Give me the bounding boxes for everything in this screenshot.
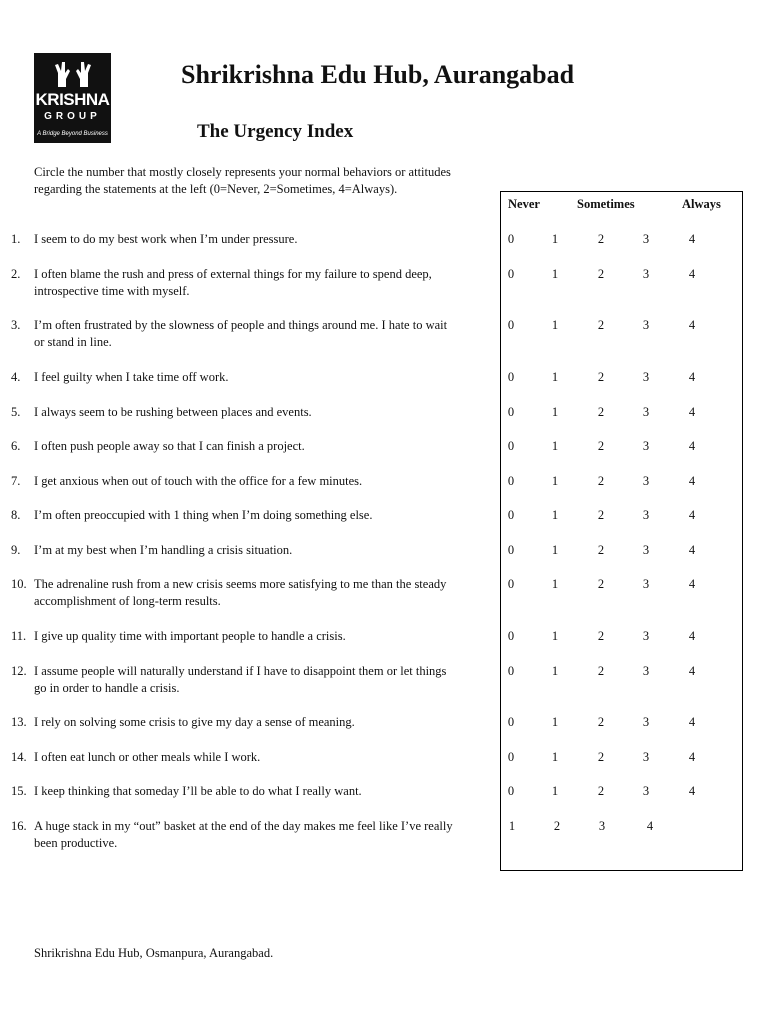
rating-option[interactable]: 3 bbox=[642, 318, 650, 332]
logo-group: GROUP bbox=[44, 111, 101, 122]
rating-option[interactable]: 1 bbox=[551, 405, 559, 419]
rating-option[interactable]: 0 bbox=[507, 543, 515, 557]
rating-option[interactable]: 1 bbox=[551, 267, 559, 281]
rating-option[interactable]: 1 bbox=[551, 784, 559, 798]
rating-option[interactable]: 3 bbox=[642, 664, 650, 678]
rating-option[interactable]: 2 bbox=[597, 508, 605, 522]
logo-tagline: A Bridge Beyond Business bbox=[37, 131, 108, 137]
question-text: I assume people will naturally understand if I have to disappoint them or let things go in order to handle a crisis. bbox=[34, 664, 447, 695]
rating-option[interactable]: 1 bbox=[551, 715, 559, 729]
scale-header-never: Never bbox=[508, 197, 540, 211]
rating-option[interactable]: 2 bbox=[597, 474, 605, 488]
rating-option[interactable]: 4 bbox=[646, 819, 654, 833]
question-number: 2. bbox=[11, 267, 21, 281]
rating-option[interactable]: 1 bbox=[551, 439, 559, 453]
rating-option[interactable]: 2 bbox=[553, 819, 561, 833]
question-text: I often push people away so that I can finish a project. bbox=[34, 439, 305, 453]
rating-option[interactable]: 4 bbox=[688, 318, 696, 332]
rating-option[interactable]: 3 bbox=[598, 819, 606, 833]
rating-option[interactable]: 0 bbox=[507, 370, 515, 384]
hands-emblem-icon bbox=[52, 59, 94, 89]
rating-option[interactable]: 1 bbox=[551, 750, 559, 764]
question-text: I always seem to be rushing between places and events. bbox=[34, 405, 312, 419]
question-number: 9. bbox=[11, 543, 21, 557]
question-number: 1. bbox=[11, 232, 21, 246]
rating-option[interactable]: 2 bbox=[597, 664, 605, 678]
question-text: A huge stack in my “out” basket at the end of the day makes me feel like I’ve really been productive. bbox=[34, 819, 453, 850]
rating-option[interactable]: 3 bbox=[642, 474, 650, 488]
rating-option[interactable]: 3 bbox=[642, 439, 650, 453]
rating-option[interactable]: 1 bbox=[508, 819, 516, 833]
question-number: 7. bbox=[11, 474, 21, 488]
rating-option[interactable]: 1 bbox=[551, 664, 559, 678]
question-number: 4. bbox=[11, 370, 21, 384]
rating-option[interactable]: 4 bbox=[688, 370, 696, 384]
scale-header-always: Always bbox=[682, 197, 721, 211]
rating-option[interactable]: 1 bbox=[551, 577, 559, 591]
question-number: 11. bbox=[11, 629, 27, 643]
logo-name: KRISHNA bbox=[35, 90, 110, 109]
rating-option[interactable]: 3 bbox=[642, 508, 650, 522]
rating-option[interactable]: 2 bbox=[597, 439, 605, 453]
rating-option[interactable]: 2 bbox=[597, 715, 605, 729]
rating-option[interactable]: 4 bbox=[688, 577, 696, 591]
rating-option[interactable]: 2 bbox=[597, 370, 605, 384]
question-text: I seem to do my best work when I’m under pressure. bbox=[34, 232, 298, 246]
question-text: I often eat lunch or other meals while I work. bbox=[34, 750, 261, 764]
rating-option[interactable]: 0 bbox=[507, 664, 515, 678]
page-subtitle: The Urgency Index bbox=[197, 121, 354, 142]
rating-option[interactable]: 3 bbox=[642, 577, 650, 591]
question-number: 15. bbox=[11, 784, 27, 798]
rating-option[interactable]: 3 bbox=[642, 715, 650, 729]
answer-box bbox=[500, 191, 743, 871]
question-text: I’m often preoccupied with 1 thing when I’m doing something else. bbox=[34, 508, 373, 522]
rating-option[interactable]: 2 bbox=[597, 318, 605, 332]
rating-option[interactable]: 1 bbox=[551, 232, 559, 246]
rating-option[interactable]: 1 bbox=[551, 318, 559, 332]
rating-option[interactable]: 4 bbox=[688, 232, 696, 246]
rating-option[interactable]: 0 bbox=[507, 577, 515, 591]
rating-option[interactable]: 4 bbox=[688, 439, 696, 453]
rating-option[interactable]: 3 bbox=[642, 629, 650, 643]
rating-option[interactable]: 2 bbox=[597, 577, 605, 591]
question-number: 10. bbox=[11, 577, 27, 591]
rating-option[interactable]: 2 bbox=[597, 405, 605, 419]
rating-option[interactable]: 3 bbox=[642, 267, 650, 281]
rating-option[interactable]: 2 bbox=[597, 750, 605, 764]
rating-option[interactable]: 0 bbox=[507, 474, 515, 488]
rating-option[interactable]: 4 bbox=[688, 543, 696, 557]
rating-option[interactable]: 3 bbox=[642, 370, 650, 384]
question-number: 16. bbox=[11, 819, 27, 833]
rating-option[interactable]: 0 bbox=[507, 508, 515, 522]
question-text: I get anxious when out of touch with the office for a few minutes. bbox=[34, 474, 363, 488]
question-number: 6. bbox=[11, 439, 21, 453]
question-number: 12. bbox=[11, 664, 27, 678]
question-text: The adrenaline rush from a new crisis seems more satisfying to me than the steady accomplishment of long-term results. bbox=[34, 577, 447, 608]
footer-address: Shrikrishna Edu Hub, Osmanpura, Aurangabad. bbox=[34, 946, 274, 960]
rating-option[interactable]: 3 bbox=[642, 543, 650, 557]
rating-option[interactable]: 0 bbox=[507, 318, 515, 332]
question-text: I’m at my best when I’m handling a crisis situation. bbox=[34, 543, 293, 557]
question-number: 13. bbox=[11, 715, 27, 729]
question-text: I feel guilty when I take time off work. bbox=[34, 370, 229, 384]
rating-option[interactable]: 2 bbox=[597, 267, 605, 281]
rating-option[interactable]: 0 bbox=[507, 232, 515, 246]
rating-option[interactable]: 4 bbox=[688, 267, 696, 281]
rating-option[interactable]: 4 bbox=[688, 715, 696, 729]
krishna-group-logo bbox=[34, 53, 111, 143]
rating-option[interactable]: 4 bbox=[688, 508, 696, 522]
question-text: I give up quality time with important people to handle a crisis. bbox=[34, 629, 346, 643]
rating-option[interactable]: 1 bbox=[551, 629, 559, 643]
rating-option[interactable]: 2 bbox=[597, 543, 605, 557]
question-text: I’m often frustrated by the slowness of people and things around me. I hate to wait or stand in line. bbox=[34, 318, 448, 349]
question-text: I rely on solving some crisis to give my day a sense of meaning. bbox=[34, 715, 355, 729]
question-number: 3. bbox=[11, 318, 21, 332]
rating-option[interactable]: 4 bbox=[688, 474, 696, 488]
rating-option[interactable]: 4 bbox=[688, 664, 696, 678]
rating-option[interactable]: 0 bbox=[507, 750, 515, 764]
rating-option[interactable]: 4 bbox=[688, 750, 696, 764]
rating-option[interactable]: 2 bbox=[597, 784, 605, 798]
question-text: I often blame the rush and press of external things for my failure to spend deep, introspective time with myself. bbox=[34, 267, 432, 298]
rating-option[interactable]: 3 bbox=[642, 405, 650, 419]
rating-option[interactable]: 0 bbox=[507, 439, 515, 453]
rating-option[interactable]: 0 bbox=[507, 629, 515, 643]
page-title: Shrikrishna Edu Hub, Aurangabad bbox=[181, 60, 575, 89]
rating-option[interactable]: 2 bbox=[597, 629, 605, 643]
rating-option[interactable]: 1 bbox=[551, 474, 559, 488]
rating-option[interactable]: 4 bbox=[688, 405, 696, 419]
rating-option[interactable]: 1 bbox=[551, 370, 559, 384]
rating-option[interactable]: 3 bbox=[642, 232, 650, 246]
question-number: 14. bbox=[11, 750, 27, 764]
rating-option[interactable]: 2 bbox=[597, 232, 605, 246]
rating-option[interactable]: 0 bbox=[507, 715, 515, 729]
rating-option[interactable]: 4 bbox=[688, 629, 696, 643]
question-number: 5. bbox=[11, 405, 21, 419]
rating-option[interactable]: 1 bbox=[551, 543, 559, 557]
scale-header-sometimes: Sometimes bbox=[577, 197, 635, 211]
rating-option[interactable]: 0 bbox=[507, 784, 515, 798]
rating-option[interactable]: 3 bbox=[642, 750, 650, 764]
rating-option[interactable]: 0 bbox=[507, 267, 515, 281]
rating-option[interactable]: 1 bbox=[551, 508, 559, 522]
rating-option[interactable]: 0 bbox=[507, 405, 515, 419]
rating-option[interactable]: 4 bbox=[688, 784, 696, 798]
question-text: I keep thinking that someday I’ll be able to do what I really want. bbox=[34, 784, 362, 798]
rating-option[interactable]: 3 bbox=[642, 784, 650, 798]
instructions-text: Circle the number that mostly closely represents your normal behaviors or attitudes regarding the statements at the left (0=Never, 2=Sometimes, 4=Always). bbox=[34, 165, 451, 196]
question-number: 8. bbox=[11, 508, 21, 522]
